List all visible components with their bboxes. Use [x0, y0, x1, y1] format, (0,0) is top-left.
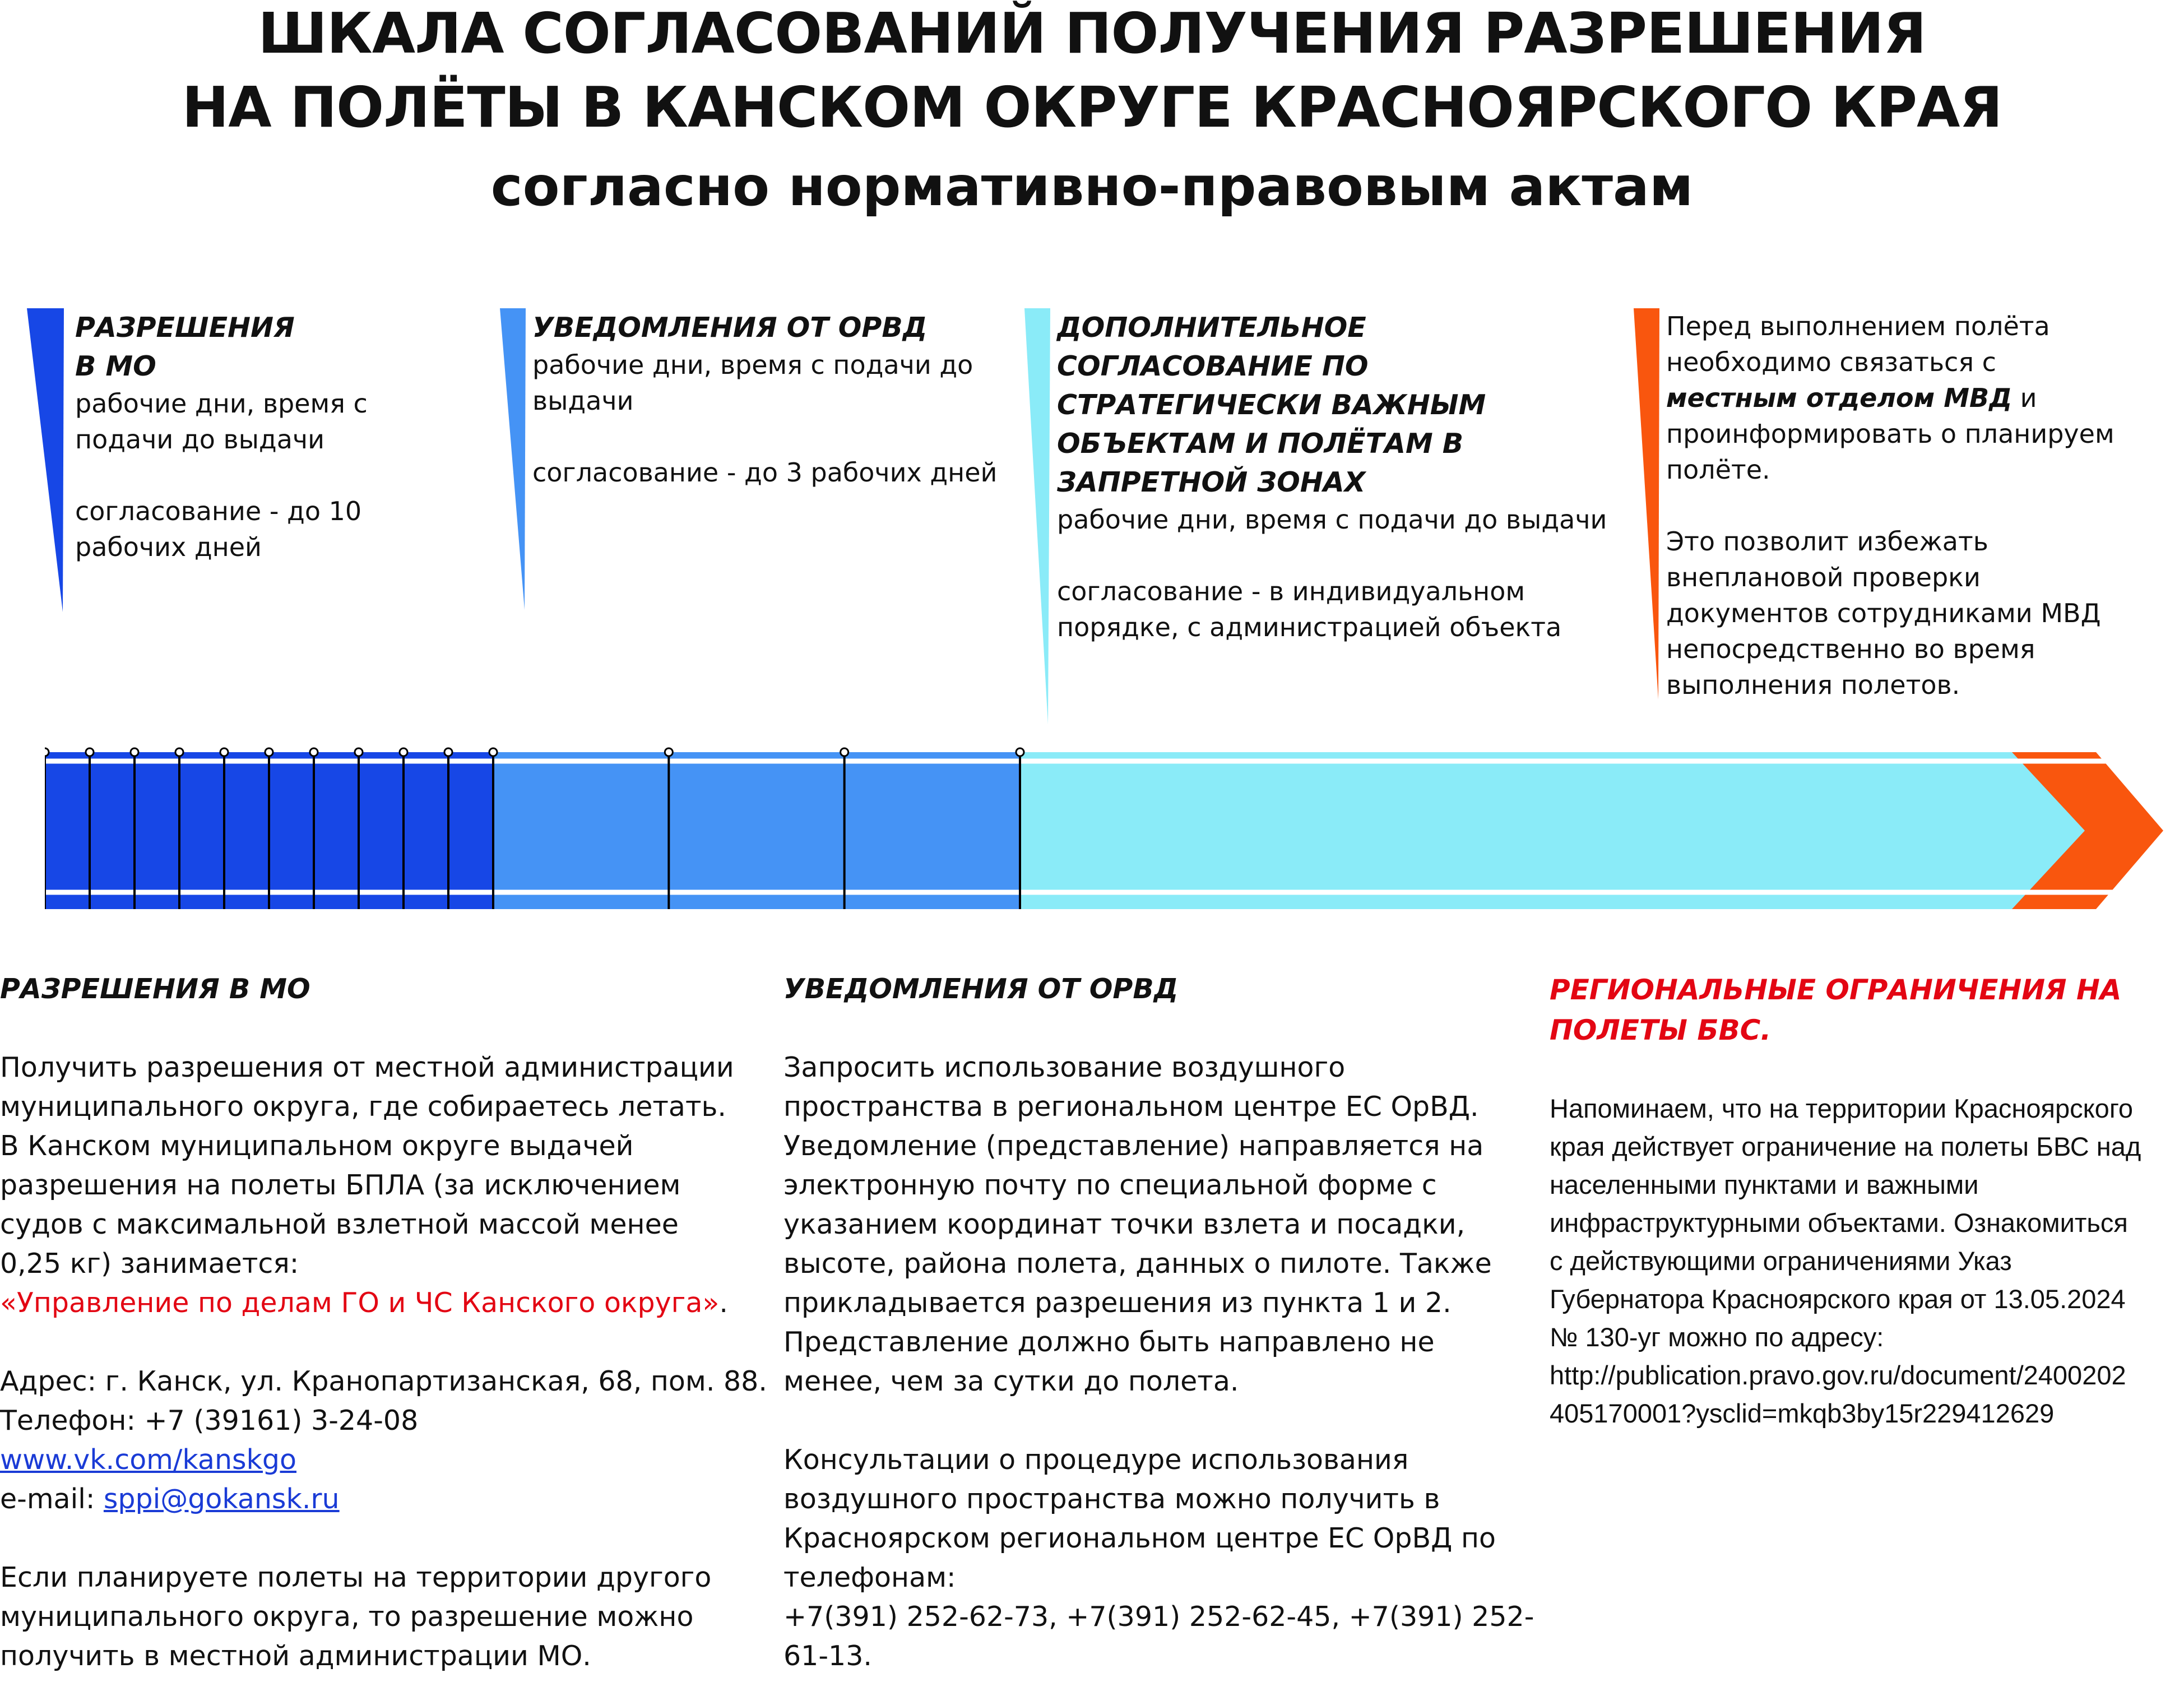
column-mo-p3-1: Если планируете полеты на территории другого [0, 1561, 712, 1593]
column-orvd-p1-6: высоте, района полета, данных о пилоте. Также [783, 1248, 1492, 1280]
column-orvd-p1-5: указанием координат точки взлета и посадки, [783, 1208, 1466, 1240]
timeline-segment-extra [1020, 752, 2085, 909]
stage-mvd-line-3-bold: местным отделом МВД [1666, 383, 2013, 413]
column-mo-org-end: . [719, 1287, 728, 1319]
stage-orvd-text [532, 308, 1026, 490]
timeline-bar [45, 745, 2163, 914]
timeline-tick-dot-5 [265, 748, 273, 756]
column-mo-email-line [0, 1480, 773, 1519]
column-orvd [783, 970, 1557, 1676]
timeline-segment-orvd [493, 752, 1020, 909]
timeline-tick-dot-10 [489, 748, 497, 756]
column-mo-p1-3: В Канском муниципальном округе выдачей [0, 1130, 634, 1162]
column-orvd-p2-3: Красноярском региональном центре ЕС ОрВД по [783, 1522, 1496, 1554]
stage-extra-heading-5: ЗАПРЕТНОЙ ЗОНАХ [1057, 466, 1366, 498]
column-mo-p1-5: судов с максимальной взлетной массой менее [0, 1208, 679, 1240]
stage-mo-heading-2: В МО [75, 350, 156, 382]
email-link[interactable]: sppi@gokansk.ru [103, 1483, 340, 1515]
title-line-3: согласно нормативно-правовым актам [490, 155, 1694, 218]
vk-link[interactable]: www.vk.com/kanskgo [0, 1444, 296, 1476]
timeline-tick-dot-8 [400, 748, 407, 756]
timeline-tick-dot-7 [355, 748, 363, 756]
regional-url-1[interactable]: http://publication.pravo.gov.ru/document/2400202 [1550, 1360, 2126, 1390]
stage-extra-time-1: рабочие дни, время с подачи до выдачи [1057, 504, 1607, 535]
column-orvd-p2-1: Консультации о процедуре использования [783, 1444, 1409, 1476]
stage-extra-heading-1: ДОПОЛНИТЕЛЬНОЕ [1057, 312, 1366, 344]
column-orvd-heading: УВЕДОМЛЕНИЯ ОТ ОРВД [783, 973, 1179, 1005]
column-mo-p3-2: муниципального округа, то разрешение можно [0, 1601, 694, 1633]
column-regional-p1-7: № 130-уг можно по адресу: [1550, 1322, 1884, 1352]
column-orvd-p1-7: прикладывается разрешения из пункта 1 и 2. [783, 1287, 1452, 1319]
stage-mvd-line-2: необходимо связаться с [1666, 347, 1996, 377]
column-orvd-p1-9: менее, чем за сутки до полета. [783, 1365, 1239, 1397]
stage-extra-heading-4: ОБЪЕКТАМ И ПОЛЁТАМ В [1057, 428, 1464, 460]
stage-mo-marker [27, 303, 66, 617]
column-regional-p1-2: края действует ограничение на полеты БВС над [1550, 1132, 2141, 1161]
timeline-tick-dot-12 [841, 748, 848, 756]
column-mo-p3-3: получить в местной администрации МО. [0, 1640, 591, 1672]
stage-mo-text [75, 308, 501, 565]
stage-mo-heading-1: РАЗРЕШЕНИЯ [75, 312, 295, 344]
column-mo-address: Адрес: г. Канск, ул. Кранопартизанская, 68, пом. 88. [0, 1365, 767, 1397]
stage-mvd-p2-1: Это позволит избежать [1666, 526, 1988, 557]
column-regional-heading-2: ПОЛЕТЫ БВС. [1550, 1014, 1772, 1046]
timeline-tick-dot-2 [131, 748, 138, 756]
timeline-tick-dot-0 [45, 748, 49, 756]
timeline-tick-dot-6 [310, 748, 318, 756]
stage-mvd-text [1666, 308, 2171, 703]
stage-mvd-line-1: Перед выполнением полёта [1666, 311, 2050, 341]
timeline-tick-dot-3 [175, 748, 183, 756]
stage-mvd-line-5: полёте. [1666, 455, 1770, 485]
column-orvd-p2-2: воздушного пространства можно получить в [783, 1483, 1440, 1515]
column-regional-heading-1: РЕГИОНАЛЬНЫЕ ОГРАНИЧЕНИЯ НА [1550, 974, 2122, 1006]
stage-orvd-heading: УВЕДОМЛЕНИЯ ОТ ОРВД [532, 312, 928, 344]
stage-mvd-p2-5: выполнения полетов. [1666, 670, 1960, 700]
timeline-tick-dot-9 [444, 748, 452, 756]
stage-orvd-time-2: выдачи [532, 386, 634, 416]
stage-extra-heading-2: СОГЛАСОВАНИЕ ПО [1057, 350, 1369, 382]
column-regional-p1-4: инфраструктурными объектами. Ознакомиться [1550, 1208, 2128, 1238]
column-orvd-p1-1: Запросить использование воздушного [783, 1051, 1346, 1083]
stage-extra-term-2: порядке, с администрацией объекта [1057, 612, 1562, 642]
stage-mvd-line-3-rest: и [2012, 383, 2037, 413]
timeline-tick-dot-11 [665, 748, 673, 756]
stage-orvd-term-1: согласование - до 3 рабочих дней [532, 457, 998, 488]
regional-url-2[interactable]: 405170001?ysclid=mkqb3by15r229412629 [1550, 1398, 2055, 1428]
timeline-tick-dot-4 [220, 748, 228, 756]
column-mo-p1-1: Получить разрешения от местной администрации [0, 1051, 734, 1083]
column-regional-p1-3: населенными пунктами и важными [1550, 1170, 1979, 1199]
column-regional [1550, 970, 2180, 1433]
column-mo-heading: РАЗРЕШЕНИЯ В МО [0, 973, 310, 1005]
column-mo-org: «Управление по делам ГО и ЧС Канского округа» [0, 1287, 720, 1319]
column-regional-p1-5: с действующими ограничениями Указ [1550, 1246, 2012, 1276]
title-line-2: НА ПОЛЁТЫ В КАНСКОМ ОКРУГЕ КРАСНОЯРСКОГО КРАЯ [182, 75, 2002, 140]
column-orvd-p1-3: Уведомление (представление) направляется на [783, 1130, 1484, 1162]
column-orvd-p1-4: электронную почту по специальной форме с [783, 1169, 1437, 1201]
stage-mo-term-1: согласование - до 10 [75, 496, 362, 526]
column-orvd-p2-4: телефонам: [783, 1561, 956, 1593]
stage-mvd-p2-4: непосредственно во время [1666, 634, 2035, 664]
stage-mvd-p2-2: внеплановой проверки [1666, 562, 1981, 592]
stage-mo-time-1: рабочие дни, время с [75, 388, 368, 419]
column-orvd-p1-2: пространства в региональном центре ЕС ОрВД. [783, 1091, 1479, 1123]
stage-mvd-p2-3: документов сотрудниками МВД [1666, 598, 2101, 628]
column-mo-p1-4: разрешения на полеты БПЛА (за исключением [0, 1169, 681, 1201]
stage-orvd-time-1: рабочие дни, время с подачи до [532, 350, 973, 380]
stage-extra-heading-3: СТРАТЕГИЧЕСКИ ВАЖНЫМ [1057, 389, 1486, 421]
column-mo [0, 970, 773, 1676]
column-orvd-p2-5: +7(391) 252-62-73, +7(391) 252-62-45, +7(391) 252-61-13. [783, 1601, 1534, 1672]
stage-mo-time-2: подачи до выдачи [75, 424, 324, 455]
column-mo-email-label: e-mail: [0, 1483, 104, 1515]
title-line-1: ШКАЛА СОГЛАСОВАНИЙ ПОЛУЧЕНИЯ РАЗРЕШЕНИЯ [258, 1, 1926, 66]
column-orvd-p1-8: Представление должно быть направлено не [783, 1326, 1435, 1358]
stage-extra-term-1: согласование - в индивидуальном [1057, 576, 1525, 606]
column-mo-phone: Телефон: +7 (39161) 3-24-08 [0, 1405, 419, 1437]
column-mo-p1-2: муниципального округа, где собираетесь летать. [0, 1091, 726, 1123]
column-regional-p1-1: Напоминаем, что на территории Красноярского [1550, 1093, 2134, 1123]
column-regional-p1-6: Губернатора Красноярского края от 13.05.2024 [1550, 1284, 2126, 1314]
column-mo-p1-6: 0,25 кг) занимается: [0, 1248, 299, 1280]
column-mo-org-line [0, 1283, 773, 1323]
stage-mo-term-2: рабочих дней [75, 532, 262, 562]
stage-mvd-line-3 [1666, 380, 2171, 416]
stage-extra-text [1057, 308, 1662, 645]
stage-mvd-line-4: проинформировать о планируем [1666, 419, 2115, 449]
timeline-tick-dot-1 [86, 748, 94, 756]
timeline-tick-dot-13 [1016, 748, 1024, 756]
